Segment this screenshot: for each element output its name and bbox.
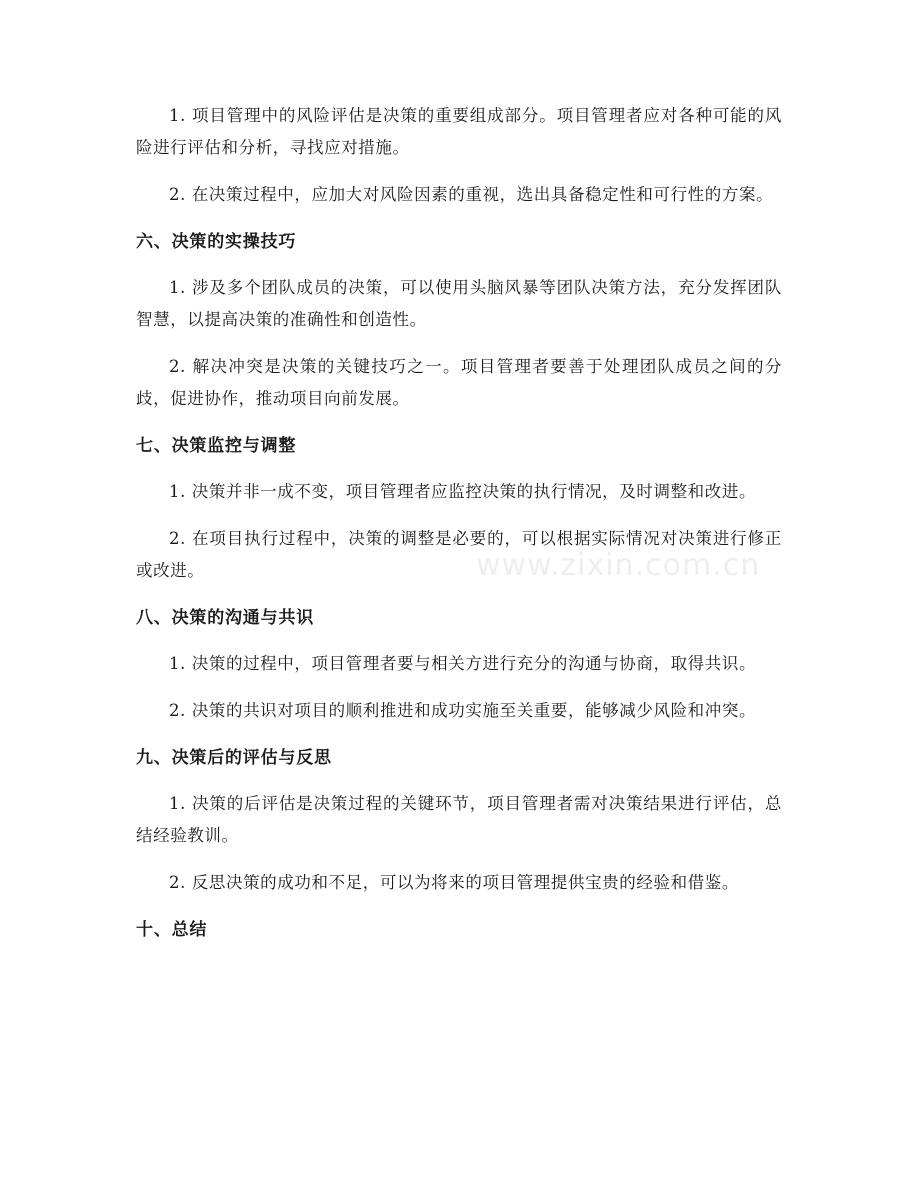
paragraph-review-1: 1. 决策的后评估是决策过程的关键环节，项目管理者需对决策结果进行评估，总结经验教训。 xyxy=(136,794,782,845)
paragraph-review-2: 2. 反思决策的成功和不足，可以为将来的项目管理提供宝贵的经验和借鉴。 xyxy=(169,873,739,892)
paragraph-risk-2: 2. 在决策过程中，应加大对风险因素的重视，选出具备稳定性和可行性的方案。 xyxy=(169,185,774,204)
paragraph-communication-1: 1. 决策的过程中，项目管理者要与相关方进行充分的沟通与协商，取得共识。 xyxy=(169,654,757,673)
section-heading-9: 九、决策后的评估与反思 xyxy=(136,748,332,768)
paragraph-monitor-2: 2. 在项目执行过程中，决策的调整是必要的，可以根据实际情况对决策进行修正或改进。 xyxy=(136,529,782,580)
section-heading-7: 七、决策监控与调整 xyxy=(136,436,297,456)
paragraph-risk-1: 1. 项目管理中的风险评估是决策的重要组成部分。项目管理者应对各种可能的风险进行评估和分析，寻找应对措施。 xyxy=(136,106,782,157)
section-heading-10: 十、总结 xyxy=(136,920,208,940)
paragraph-monitor-1: 1. 决策并非一成不变，项目管理者应监控决策的执行情况，及时调整和改进。 xyxy=(169,482,757,501)
paragraph-communication-2: 2. 决策的共识对项目的顺利推进和成功实施至关重要，能够减少风险和冲突。 xyxy=(169,701,757,720)
document-body xyxy=(136,100,782,960)
paragraph-skills-2: 2. 解决冲突是决策的关键技巧之一。项目管理者要善于处理团队成员之间的分歧，促进协作，推动项目向前发展。 xyxy=(136,357,782,408)
paragraph-skills-1: 1. 涉及多个团队成员的决策，可以使用头脑风暴等团队决策方法，充分发挥团队智慧，以提高决策的准确性和创造性。 xyxy=(136,278,782,329)
watermark: www.zixin.com.cn xyxy=(476,548,761,583)
section-heading-6: 六、决策的实操技巧 xyxy=(136,232,297,252)
section-heading-8: 八、决策的沟通与共识 xyxy=(136,608,314,628)
